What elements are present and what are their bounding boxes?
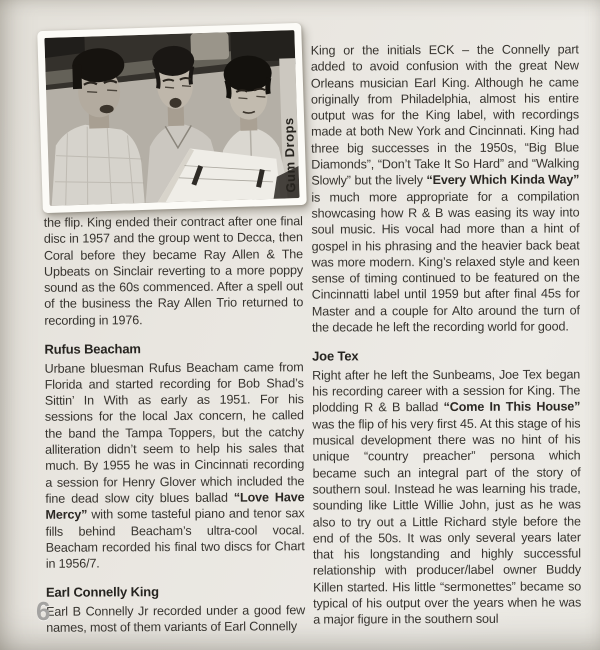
body-text: with some tasteful piano and tenor sax fills behind Beacham’s ultra-cool vocal. Beacham recorded his final two discs for Chart in 1956/7.: [45, 506, 305, 571]
section-heading: Joe Tex: [312, 348, 359, 364]
body-text: Right after he left the Sunbeams, Joe Tex began his recording career with a session for King. The plodding R & B ballad: [312, 367, 581, 416]
body-text: Earl B Connelly Jr recorded under a good few names, most of them variants of Earl Connelly: [46, 603, 306, 636]
body-text: King or the initials ECK – the Connelly part added to avoid confusion with the great New Orleans musician Earl King. Although he came originally from Philadelphia, almost his entire output was for the King label, with recordings made at both New York and Cincinnati. King had three big successes in the 1950s, “Big Blue Diamonds”, “Don’t Take It So Hard” and “Walking Slowly” but the lively: [310, 42, 580, 188]
bold-song-title: “Come In This House”: [443, 399, 581, 415]
body-text: the flip. King ended their contract after one final disc in 1957 and the group went to Decca, then Coral before they became Ray Allen & The Upbeats on Sinclair reverting to a more poppy sound as the 60s commenced. After a spell out of the business the Ray Allen Trio returned to recording in 1976.: [43, 214, 304, 328]
article-section: [312, 348, 581, 628]
article-section: [46, 584, 305, 637]
section-heading: Rufus Beacham: [44, 341, 141, 357]
group-photo: [44, 30, 299, 206]
section-paragraph: [45, 359, 305, 572]
page-number: 6: [36, 596, 51, 626]
bold-song-title: “Every Which Kinda Way”: [426, 172, 580, 188]
article-section: [44, 213, 304, 329]
left-column: [44, 213, 306, 649]
photo-caption: Gum Drops: [281, 116, 299, 193]
article-section: [311, 41, 580, 336]
section-paragraph: [46, 602, 305, 636]
article-section: [44, 340, 304, 572]
body-text: was the flip of his very first 45. At this stage of his musical development there was no hint of his unique “country preacher” persona which became such an integral part of the story of southern soul. Instead he was learning his trade, sounding like Little Willie John, just as he was also to try out a Little Richard style before the end of the 50s. It was only several years later that his longstanding and highly successful relationship with producer/label owner Buddy Killen started. His little “sermonettes” became so typical of his output over the years when he was a major figure in the southern soul: [312, 416, 582, 627]
right-column: [311, 41, 582, 641]
bold-song-title: “Love Have Mercy”: [45, 490, 305, 523]
section-heading: Earl Connelly King: [45, 584, 159, 601]
photo-illustration: [44, 30, 299, 206]
photo-frame: [37, 23, 307, 213]
body-text: is much more appropriate for a compilation showcasing how R & B was easing its way into soul music. His vocal had more than a hint of gospel in his phrasing and the heavier back beat was more modern. King’s relaxed style and keen sense of timing continued to be featured on the Cincinnatti label until 1959 but after final 45s for Master and a couple for Alto around the turn of the decade he left the recording world for good.: [311, 189, 580, 335]
section-paragraph: [44, 213, 304, 329]
section-paragraph: [312, 366, 581, 628]
body-text: Urbane bluesman Rufus Beacham came from Florida and started recording for Bob Shad’s Sittin’ In With as early as 1951. For his sessions for the local Jax concern, he called the band the Tampa Toppers, but the catchy alliteration didn’t seem to help his sales that much. By 1955 he was in Cincinnati recording a session for Henry Glover which included the fine dead slow city blues ballad: [44, 359, 305, 506]
section-paragraph: [311, 41, 580, 336]
